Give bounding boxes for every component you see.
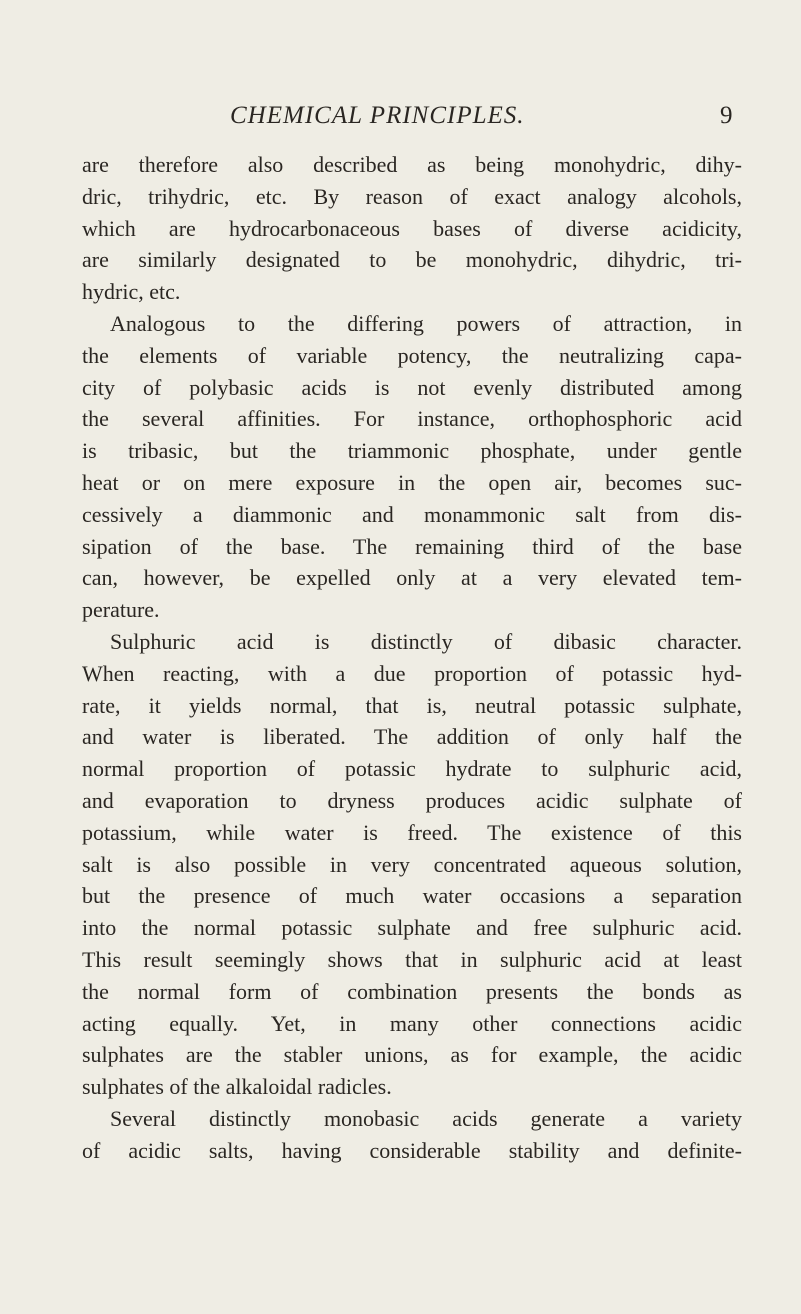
text-line: city of polybasic acids is not evenly distributed among — [82, 374, 742, 400]
text-line: the elements of variable potency, the neutralizing capa- — [82, 342, 742, 368]
text-line: is tribasic, but the triammonic phosphate, under gentle — [82, 438, 742, 464]
text-line: perature. — [82, 597, 160, 623]
text-line: normal proportion of potassic hydrate to sulphuric acid, — [82, 756, 742, 782]
text-line: acting equally. Yet, in many other connections acidic — [82, 1010, 742, 1036]
text-line: salt is also possible in very concentrated aqueous solution, — [82, 851, 742, 877]
text-line: Analogous to the differing powers of attraction, in — [110, 310, 742, 336]
running-title: CHEMICAL PRINCIPLES. — [230, 102, 525, 129]
text-line: Sulphuric acid is distinctly of dibasic character. — [110, 628, 742, 654]
text-line: and evaporation to dryness produces acidic sulphate of — [82, 787, 742, 813]
text-line: which are hydrocarbonaceous bases of diverse acidicity, — [82, 215, 742, 241]
text-line: hydric, etc. — [82, 279, 181, 305]
text-line: the several affinities. For instance, orthophosphoric acid — [82, 406, 742, 432]
text-line: cessively a diammonic and monammonic salt from dis- — [82, 501, 742, 527]
text-line: sipation of the base. The remaining third of the base — [82, 533, 742, 559]
text-line: are therefore also described as being monohydric, dihy- — [82, 152, 742, 177]
running-head — [0, 102, 801, 138]
text-line: into the normal potassic sulphate and free sulphuric acid. — [82, 915, 742, 941]
text-line: sulphates of the alkaloidal radicles. — [82, 1074, 392, 1100]
body-text — [82, 149, 742, 1167]
text-line: heat or on mere exposure in the open air, becomes suc- — [82, 469, 742, 495]
text-line: can, however, be expelled only at a very elevated tem- — [82, 565, 742, 591]
text-line: are similarly designated to be monohydric, dihydric, tri- — [82, 247, 742, 273]
page-number: 9 — [720, 102, 733, 129]
text-line: sulphates are the stabler unions, as for example, the acidic — [82, 1042, 742, 1068]
text-line: rate, it yields normal, that is, neutral potassic sulphate, — [82, 692, 742, 718]
text-line: This result seemingly shows that in sulphuric acid at least — [82, 946, 742, 972]
text-line: potassium, while water is freed. The existence of this — [82, 819, 742, 845]
text-line: the normal form of combination presents the bonds as — [82, 978, 742, 1004]
text-line: dric, trihydric, etc. By reason of exact analogy alcohols, — [82, 183, 742, 209]
text-line: but the presence of much water occasions a separation — [82, 883, 742, 909]
text-line: of acidic salts, having considerable stability and definite- — [82, 1137, 742, 1163]
text-line: and water is liberated. The addition of only half the — [82, 724, 742, 750]
text-line: Several distinctly monobasic acids generate a variety — [110, 1105, 742, 1131]
text-line: When reacting, with a due proportion of potassic hyd- — [82, 660, 742, 686]
